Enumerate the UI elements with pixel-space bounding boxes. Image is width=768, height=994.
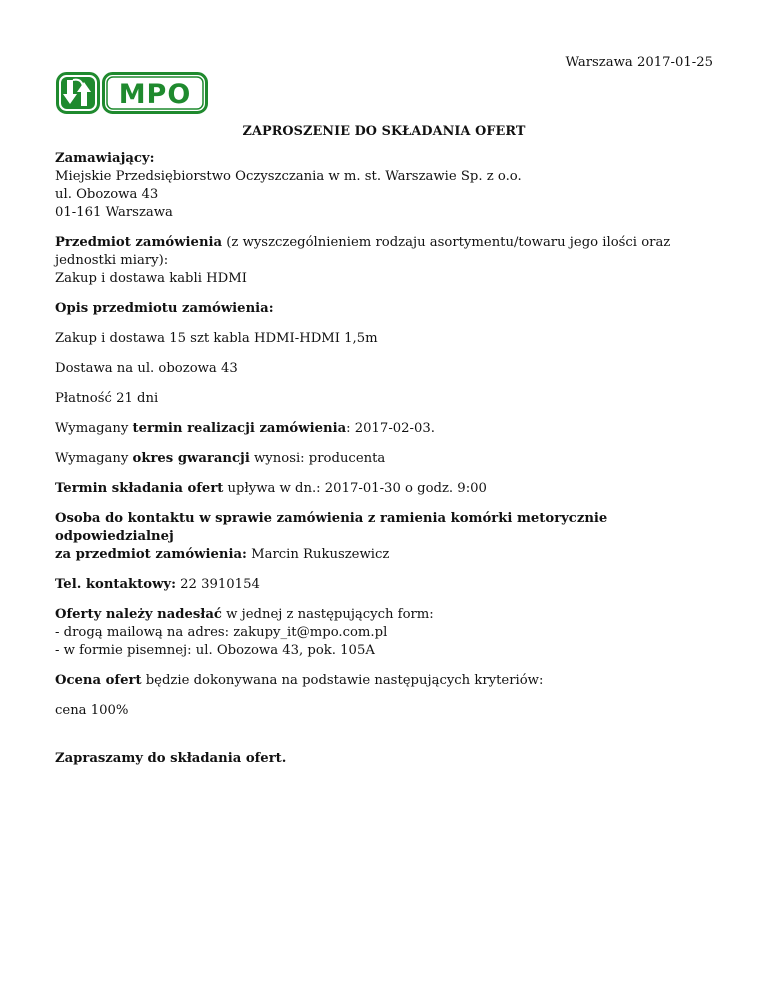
- telefon-label: Tel. kontaktowy:: [55, 577, 176, 592]
- zamawiajacy-name: Miejskie Przedsiębiorstwo Oczyszczania w m. st. Warszawie Sp. z o.o.: [55, 169, 522, 184]
- document-body: [55, 150, 725, 780]
- section-przedmiot: [55, 234, 725, 288]
- section-gwarancja: [55, 450, 725, 468]
- mpo-logo: [56, 72, 208, 114]
- oferty-form-pisemna: - w formie pisemnej: ul. Obozowa 43, pok. 105A: [55, 643, 375, 658]
- kontakt-label-2: za przedmiot zamówienia:: [55, 547, 247, 562]
- zamawiajacy-city: 01-161 Warszawa: [55, 205, 173, 220]
- gwarancja-prefix: Wymagany: [55, 451, 133, 466]
- ocena-criterion: cena 100%: [55, 703, 129, 718]
- oferty-form-email: - drogą mailową na adres: zakupy_it@mpo.com.pl: [55, 625, 388, 640]
- termin-realizacji-value: : 2017-02-03.: [346, 421, 435, 436]
- section-ocena: [55, 672, 725, 690]
- section-termin-skladania: [55, 480, 725, 498]
- svg-text:MPO: MPO: [118, 79, 192, 110]
- document-date: Warszawa 2017-01-25: [565, 55, 713, 70]
- termin-realizacji-label: termin realizacji zamówienia: [132, 421, 347, 436]
- oferty-value: w jednej z następujących form:: [221, 607, 434, 622]
- section-oferty: [55, 606, 725, 660]
- termin-skladania-value: upływa w dn.: 2017-01-30 o godz. 9:00: [223, 481, 487, 496]
- recycle-arrows-icon: [58, 74, 99, 113]
- section-kontakt: [55, 510, 725, 564]
- opis-item-1: Zakup i dostawa 15 szt kabla HDMI-HDMI 1,5m: [55, 331, 378, 346]
- przedmiot-label: Przedmiot zamówienia: [55, 235, 223, 250]
- termin-realizacji-prefix: Wymagany: [55, 421, 133, 436]
- document-title: ZAPROSZENIE DO SKŁADANIA OFERT: [242, 124, 526, 139]
- section-termin-realizacji: [55, 420, 725, 438]
- zamawiajacy-label: Zamawiający:: [55, 151, 155, 166]
- section-telefon: [55, 576, 725, 594]
- oferty-label: Oferty należy nadesłać: [55, 607, 222, 622]
- ocena-value: będzie dokonywana na podstawie następujących kryteriów:: [141, 673, 544, 688]
- termin-skladania-label: Termin składania ofert: [55, 481, 224, 496]
- closing-text: Zapraszamy do składania ofert.: [55, 751, 287, 766]
- gwarancja-label: okres gwarancji: [132, 451, 250, 466]
- opis-label: Opis przedmiotu zamówienia:: [55, 301, 274, 316]
- opis-item-2: Dostawa na ul. obozowa 43: [55, 361, 238, 376]
- kontakt-value: Marcin Rukuszewicz: [246, 547, 390, 562]
- przedmiot-value: Zakup i dostawa kabli HDMI: [55, 271, 247, 286]
- kontakt-label-1: Osoba do kontaktu w sprawie zamówienia z ramienia komórki metorycznie odpowiedzialnej: [55, 511, 608, 544]
- opis-item-3: Płatność 21 dni: [55, 391, 159, 406]
- telefon-value: 22 3910154: [175, 577, 260, 592]
- gwarancja-value: wynosi: producenta: [249, 451, 386, 466]
- przedmiot-note-1: (z wyszczególnieniem rodzaju asortymentu/towaru jego ilości oraz: [222, 235, 671, 250]
- przedmiot-note-2: jednostki miary):: [55, 253, 169, 268]
- section-zamawiajacy: [55, 150, 725, 222]
- section-opis: [55, 300, 725, 318]
- zamawiajacy-street: ul. Obozowa 43: [55, 187, 159, 202]
- ocena-label: Ocena ofert: [55, 673, 142, 688]
